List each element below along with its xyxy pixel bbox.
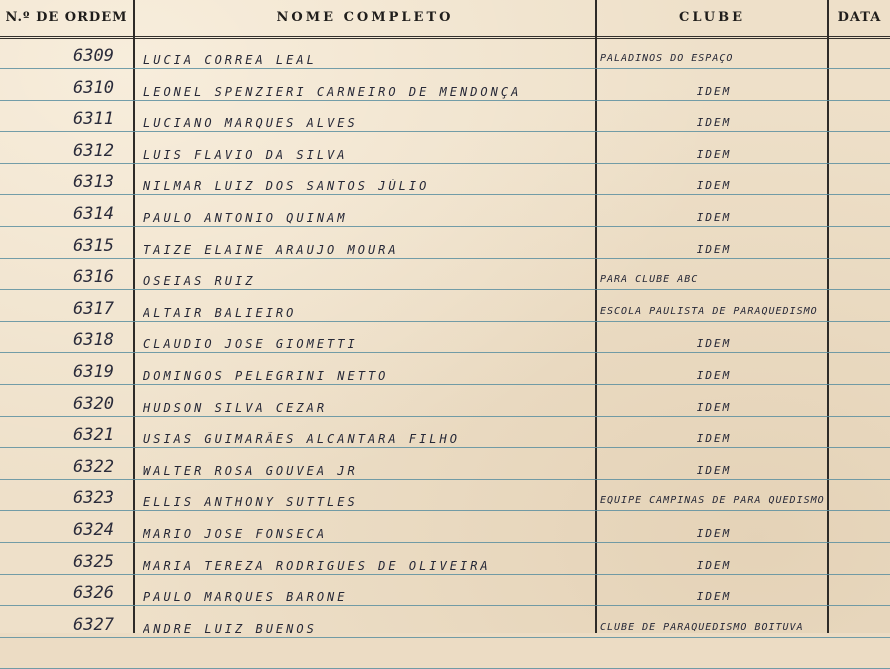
member-name: ELLIS ANTHONY SUTTLES xyxy=(143,495,358,509)
member-name: LEONEL SPENZIERI CARNEIRO DE MENDONÇA xyxy=(143,85,522,99)
member-name: OSEIAS RUIZ xyxy=(143,274,256,288)
header-full-name: NOME COMPLETO xyxy=(276,10,454,25)
table-row xyxy=(0,134,890,165)
club-name: IDEM xyxy=(696,116,732,129)
club-name: IDEM xyxy=(696,85,732,98)
registration-number: 6326 xyxy=(73,583,114,603)
header-order-number: N.º DE ORDEM xyxy=(5,10,128,25)
registration-number: 6320 xyxy=(73,394,114,414)
table-row xyxy=(0,71,890,102)
registration-number: 6309 xyxy=(73,46,114,66)
member-name: PAULO MARQUES BARONE xyxy=(143,590,348,604)
table-row xyxy=(0,323,890,354)
club-name: IDEM xyxy=(696,559,732,572)
member-name: MARIO JOSE FONSECA xyxy=(143,527,328,541)
club-name: IDEM xyxy=(696,464,732,477)
club-name: ESCOLA PAULISTA DE PARAQUEDISMO xyxy=(600,306,818,317)
club-name: IDEM xyxy=(696,243,732,256)
club-name: IDEM xyxy=(696,337,732,350)
registration-number: 6324 xyxy=(73,520,114,540)
registration-number: 6318 xyxy=(73,330,114,350)
registration-number: 6325 xyxy=(73,552,114,572)
registration-number: 6310 xyxy=(73,78,114,98)
member-name: HUDSON SILVA CEZAR xyxy=(143,401,328,415)
table-row xyxy=(0,513,890,544)
member-name: MARIA TEREZA RODRIGUES DE OLIVEIRA xyxy=(143,559,491,573)
table-row xyxy=(0,387,890,418)
club-name: IDEM xyxy=(696,432,732,445)
table-row xyxy=(0,229,890,260)
table-row xyxy=(0,545,890,576)
member-name: LUCIA CORREA LEAL xyxy=(143,53,317,67)
registration-number: 6315 xyxy=(73,236,114,256)
registration-number: 6311 xyxy=(73,109,114,129)
club-name: IDEM xyxy=(696,369,732,382)
table-row xyxy=(0,39,890,70)
table-row xyxy=(0,260,890,291)
table-row xyxy=(0,450,890,481)
table-row xyxy=(0,576,890,607)
club-name: IDEM xyxy=(696,179,732,192)
member-name: PAULO ANTONIO QUINAM xyxy=(143,211,348,225)
member-name: NILMAR LUIZ DOS SANTOS JÚLIO xyxy=(143,179,430,193)
club-name: CLUBE DE PARAQUEDISMO BOITUVA xyxy=(600,622,804,633)
registration-number: 6327 xyxy=(73,615,114,635)
registration-number: 6312 xyxy=(73,141,114,161)
club-name: PALADINOS DO ESPAÇO xyxy=(600,53,734,64)
registration-number: 6314 xyxy=(73,204,114,224)
club-name: PARA CLUBE ABC xyxy=(600,274,699,285)
club-name: IDEM xyxy=(696,527,732,540)
member-name: USIAS GUIMARÃES ALCANTARA FILHO xyxy=(143,432,460,446)
club-name: IDEM xyxy=(696,148,732,161)
table-row xyxy=(0,418,890,449)
registration-number: 6313 xyxy=(73,172,114,192)
member-name: WALTER ROSA GOUVEA JR xyxy=(143,464,358,478)
table-row xyxy=(0,355,890,386)
member-name: LUCIANO MARQUES ALVES xyxy=(143,116,358,130)
table-row xyxy=(0,481,890,512)
table-row xyxy=(0,102,890,133)
table-row xyxy=(0,197,890,228)
member-name: ALTAIR BALIEIRO xyxy=(143,306,297,320)
table-row xyxy=(0,608,890,639)
member-name: LUIS FLAVIO DA SILVA xyxy=(143,148,348,162)
registration-number: 6321 xyxy=(73,425,114,445)
member-name: DOMINGOS PELEGRINI NETTO xyxy=(143,369,389,383)
club-name: EQUIPE CAMPINAS DE PARA QUEDISMO xyxy=(600,495,825,506)
header-club: CLUBE xyxy=(678,10,745,25)
club-name: IDEM xyxy=(696,401,732,414)
table-row xyxy=(0,292,890,323)
member-name: TAIZE ELAINE ARAUJO MOURA xyxy=(143,243,399,257)
club-name: IDEM xyxy=(696,211,732,224)
registration-number: 6319 xyxy=(73,362,114,382)
registration-number: 6322 xyxy=(73,457,114,477)
registration-number: 6316 xyxy=(73,267,114,287)
member-name: CLAUDIO JOSE GIOMETTI xyxy=(143,337,358,351)
registration-number: 6323 xyxy=(73,488,114,508)
club-name: IDEM xyxy=(696,590,732,603)
table-row xyxy=(0,165,890,196)
header-date: DATA xyxy=(837,10,882,25)
registration-number: 6317 xyxy=(73,299,114,319)
member-name: ANDRE LUIZ BUENOS xyxy=(143,622,317,636)
